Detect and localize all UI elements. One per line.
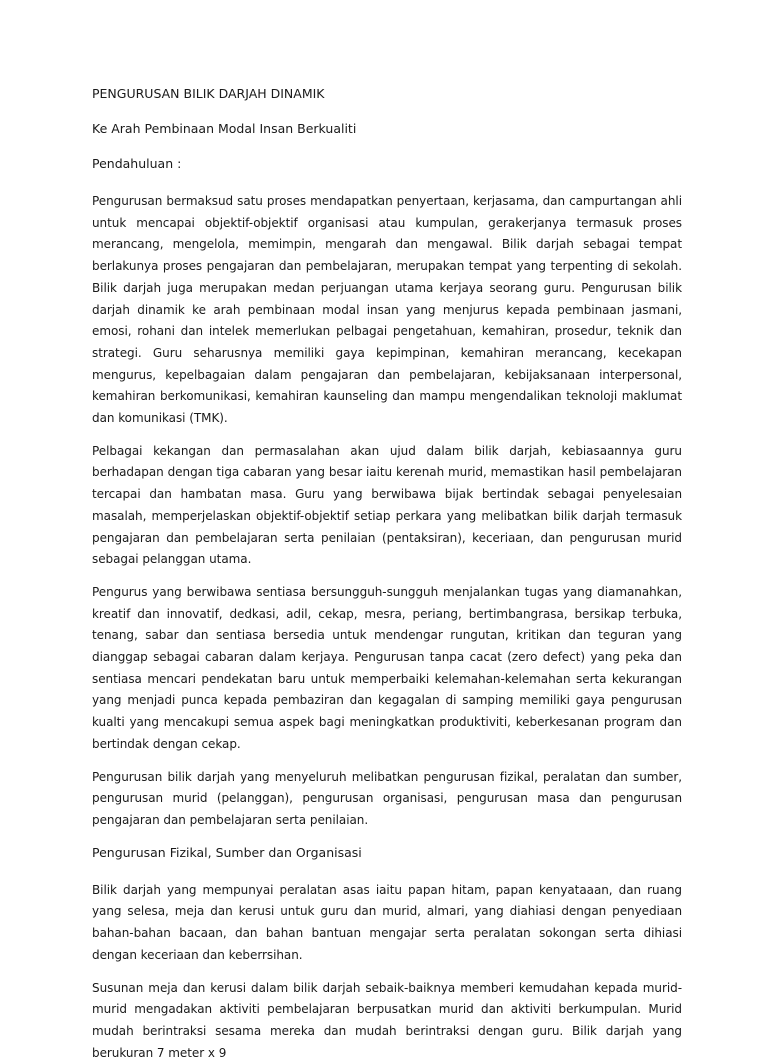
paragraph: Pengurus yang berwibawa sentiasa bersungguh-sungguh menjalankan tugas yang diamanahkan, kreatif dan innovatif, dedkasi, adil, cekap, mesra, periang, bertimbangrasa, bersikap terbuka, tenang, sabar dan sentiasa bersedia untuk mendengar rungutan, kritikan dan teguran yang dianggap sebagai cabaran dalam kerjaya. Pengurusan tanpa cacat (zero defect) yang peka dan sentiasa mencari pendekatan baru untuk memperbaiki kelemahan-kelemahan serta kekurangan yang menjadi punca kepada pembaziran dan kegagalan di samping memiliki gaya pengurusan kualti yang mencakupi semua aspek bagi meningkatkan produktiviti, keberkesanan program dan bertindak dengan cekap.	[92, 582, 682, 756]
section-heading: Pengurusan Fizikal, Sumber dan Organisasi	[92, 843, 682, 863]
document-subtitle: Ke Arah Pembinaan Modal Insan Berkualiti	[92, 119, 682, 139]
paragraph: Bilik darjah yang mempunyai peralatan asas iaitu papan hitam, papan kenyataaan, dan ruang yang selesa, meja dan kerusi untuk guru dan murid, almari, yang diahiasi dengan penyediaan bahan-bahan bacaan, dan bahan bantuan mengajar serta peralatan sokongan serta dihiasi dengan keceriaan dan keberrsihan.	[92, 880, 682, 967]
intro-heading: Pendahuluan :	[92, 154, 682, 174]
paragraph: Pelbagai kekangan dan permasalahan akan ujud dalam bilik darjah, kebiasaannya guru berhadapan dengan tiga cabaran yang besar iaitu kerenah murid, memastikan hasil pembelajaran tercapai dan hambatan masa. Guru yang berwibawa bijak bertindak sebagai penyelesaian masalah, memperjelaskan objektif-objektif setiap perkara yang melibatkan bilik darjah termasuk pengajaran dan pembelajaran serta penilaian (pentaksiran), keceriaan, dan pengurusan murid sebagai pelanggan utama.	[92, 441, 682, 571]
paragraph: Susunan meja dan kerusi dalam bilik darjah sebaik-baiknya memberi kemudahan kepada murid-murid mengadakan aktiviti pembelajaran berpusatkan murid dan aktiviti berkumpulan. Murid mudah berintraksi sesama mereka dan mudah berintraksi dengan guru. Bilik darjah yang berukuran 7 meter x 9	[92, 978, 682, 1064]
document-page	[92, 84, 682, 1064]
paragraph: Pengurusan bermaksud satu proses mendapatkan penyertaan, kerjasama, dan campurtangan ahli untuk mencapai objektif-objektif organisasi atau kumpulan, gerakerjanya termasuk proses merancang, mengelola, memimpin, mengarah dan mengawal. Bilik darjah sebagai tempat berlakunya proses pengajaran dan pembelajaran, merupakan tempat yang terpenting di sekolah. Bilik darjah juga merupakan medan perjuangan utama kerjaya seorang guru. Pengurusan bilik darjah dinamik ke arah pembinaan modal insan yang menjurus kepada pembinaan jasmani, emosi, rohani dan intelek memerlukan pelbagai pengetahuan, kemahiran, prosedur, teknik dan strategi. Guru seharusnya memiliki gaya kepimpinan, kemahiran merancang, kecekapan mengurus, kepelbagaian dalam pengajaran dan pembelajaran, kebijaksanaan interpersonal, kemahiran berkomunikasi, kemahiran kaunseling dan mampu mengendalikan teknoloji maklumat dan komunikasi (TMK).	[92, 191, 682, 430]
document-title: PENGURUSAN BILIK DARJAH DINAMIK	[92, 84, 682, 104]
paragraph: Pengurusan bilik darjah yang menyeluruh melibatkan pengurusan fizikal, peralatan dan sumber, pengurusan murid (pelanggan), pengurusan organisasi, pengurusan masa dan pengurusan pengajaran dan pembelajaran serta penilaian.	[92, 767, 682, 832]
